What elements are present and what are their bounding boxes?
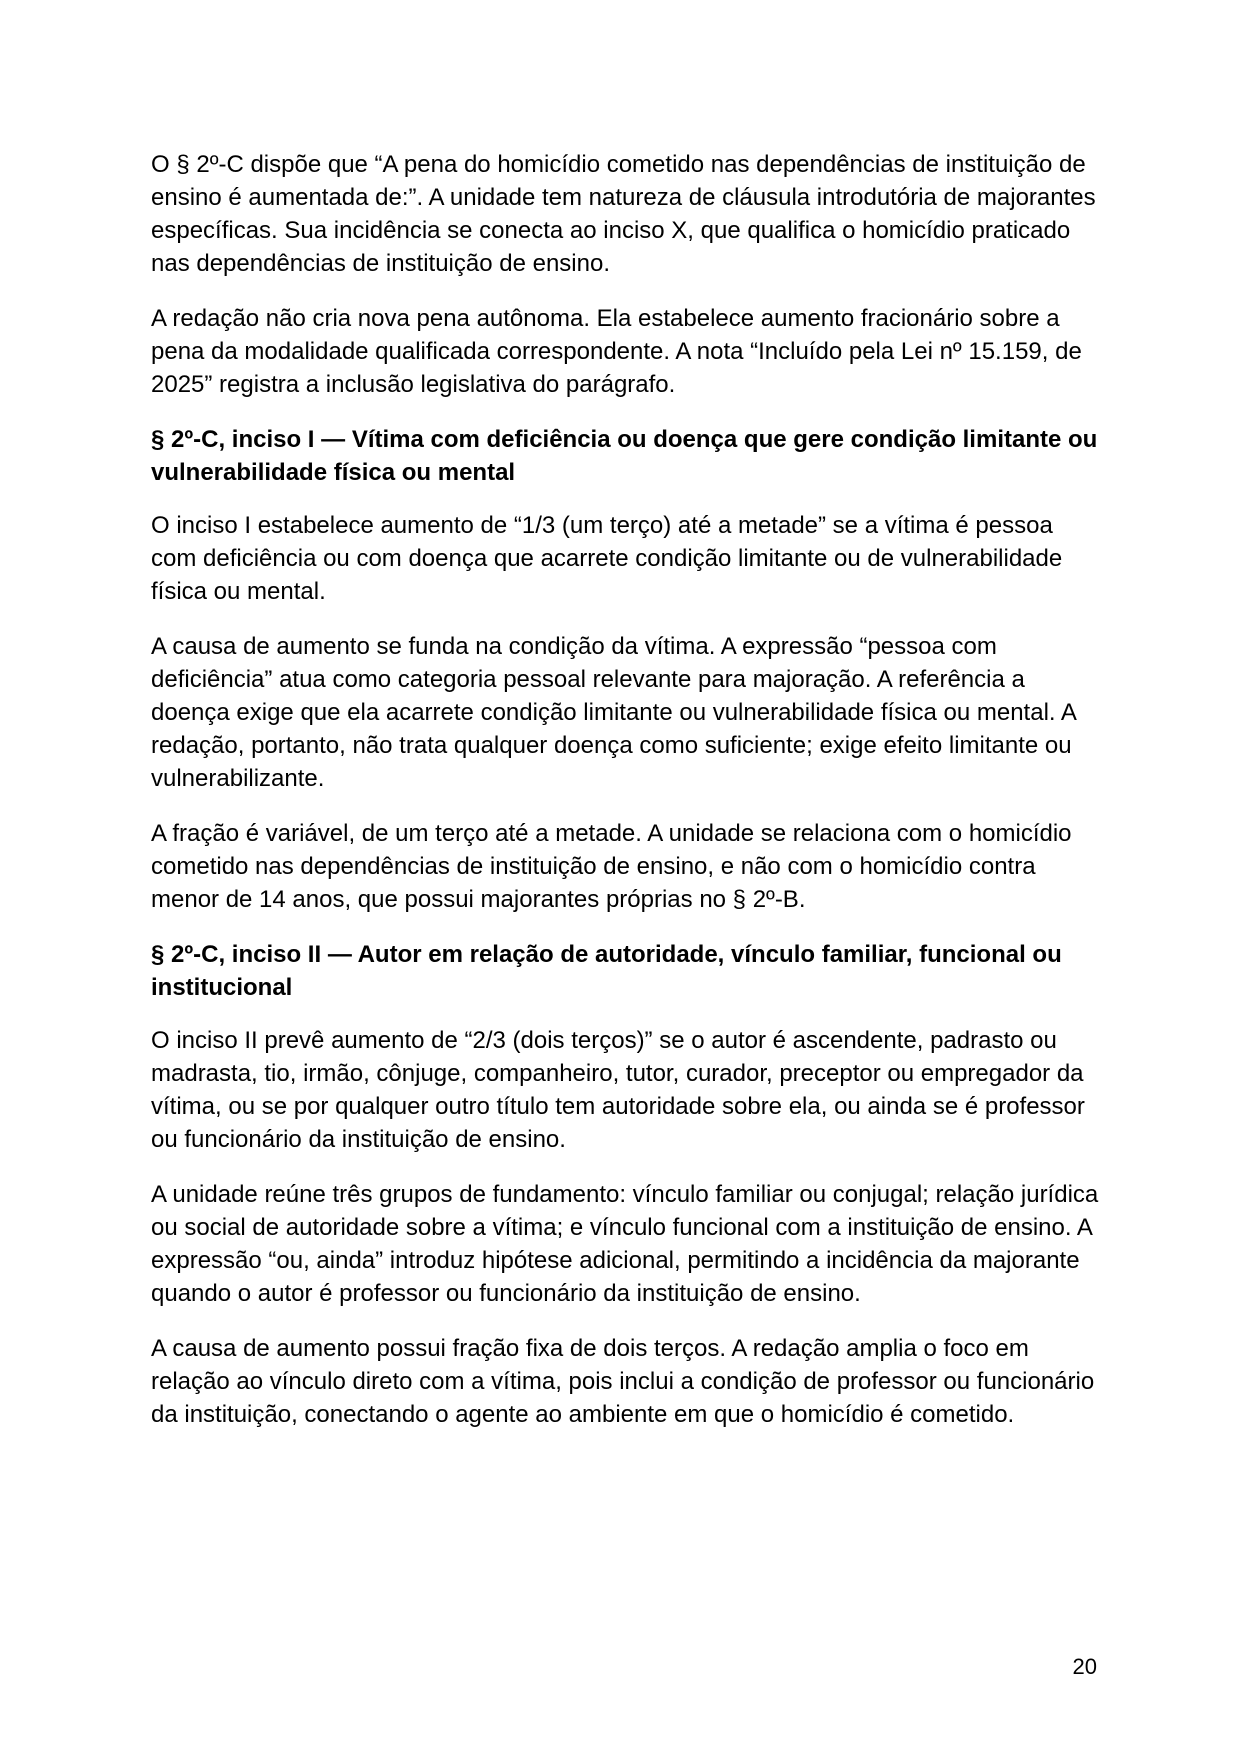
paragraph: O inciso I estabelece aumento de “1/3 (um terço) até a metade” se a vítima é pessoa com deficiência ou com doença que acarrete condição limitante ou de vulnerabilidade física ou mental. (151, 512, 1063, 605)
paragraph: A redação não cria nova pena autônoma. Ela estabelece aumento fracionário sobre a pena da modalidade qualificada correspondente. A nota “Incluído pela Lei nº 15.159, de 2025” registra a inclusão legislativa do parágrafo. (151, 305, 1082, 398)
paragraph: A causa de aumento possui fração fixa de dois terços. A redação amplia o foco em relação ao vínculo direto com a vítima, pois inclui a condição de professor ou funcionário da instituição, conectando o agente ao ambiente em que o homicídio é cometido. (151, 1335, 1095, 1428)
section-heading: § 2º-C, inciso I — Vítima com deficiência ou doença que gere condição limitante ou vulnerabilidade física ou mental (151, 426, 1098, 486)
paragraph: A fração é variável, de um terço até a metade. A unidade se relaciona com o homicídio cometido nas dependências de instituição de ensino, e não com o homicídio contra menor de 14 anos, que possui majorantes próprias no § 2º-B. (151, 820, 1072, 913)
page-content (151, 148, 1101, 1453)
paragraph: O § 2º-C dispõe que “A pena do homicídio cometido nas dependências de instituição de ensino é aumentada de:”. A unidade tem natureza de cláusula introdutória de majorantes específicas. Sua incidência se conecta ao inciso X, que qualifica o homicídio praticado nas dependências de instituição de ensino. (151, 151, 1096, 277)
paragraph: A causa de aumento se funda na condição da vítima. A expressão “pessoa com deficiência” atua como categoria pessoal relevante para majoração. A referência a doença exige que ela acarrete condição limitante ou vulnerabilidade física ou mental. A redação, portanto, não trata qualquer doença como suficiente; exige efeito limitante ou vulnerabilizante. (151, 633, 1076, 792)
paragraph: A unidade reúne três grupos de fundamento: vínculo familiar ou conjugal; relação jurídica ou social de autoridade sobre a vítima; e vínculo funcional com a instituição de ensino. A expressão “ou, ainda” introduz hipótese adicional, permitindo a incidência da majorante quando o autor é professor ou funcionário da instituição de ensino. (151, 1181, 1099, 1307)
paragraph: O inciso II prevê aumento de “2/3 (dois terços)” se o autor é ascendente, padrasto ou madrasta, tio, irmão, cônjuge, companheiro, tutor, curador, preceptor ou empregador da vítima, ou se por qualquer outro título tem autoridade sobre ela, ou ainda se é professor ou funcionário da instituição de ensino. (151, 1027, 1085, 1153)
page-number: 20 (1072, 1654, 1097, 1679)
section-heading: § 2º-C, inciso II — Autor em relação de autoridade, vínculo familiar, funcional ou institucional (151, 941, 1062, 1001)
